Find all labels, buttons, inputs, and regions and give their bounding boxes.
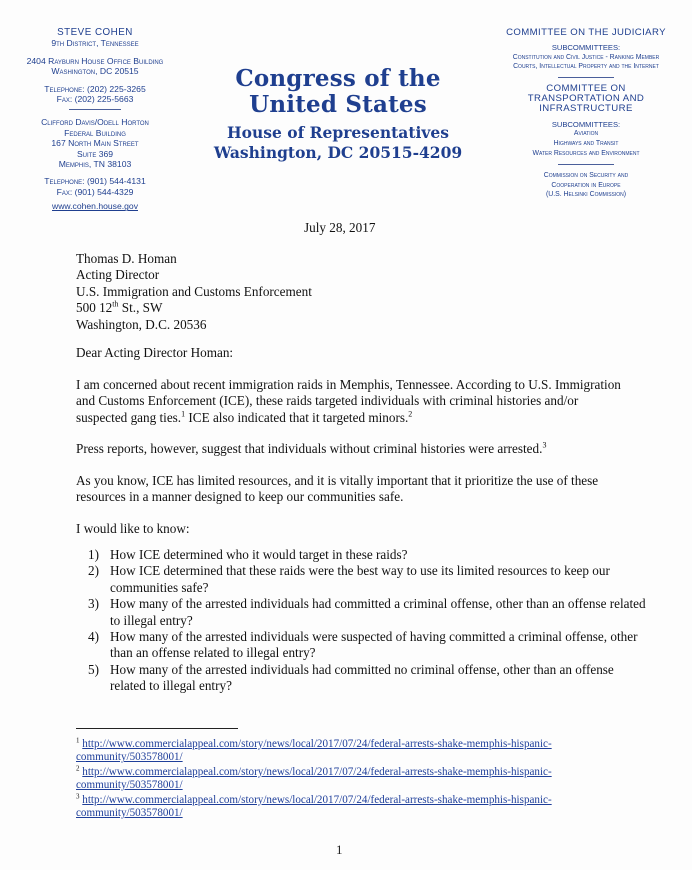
subcommittee-courts: Courts, Intellectual Property and the Internet xyxy=(513,63,659,71)
committee-transportation-3: INFRASTRUCTURE xyxy=(539,102,633,114)
paragraph-3: As you know, ICE has limited resources, and it is vitally important that it prioritize the use of these resources in a manner designed to keep our communities safe. xyxy=(76,473,599,505)
footnote-link[interactable]: http://www.commercialappeal.com/story/news/local/2017/07/24/federal-arrests-shake-memphis-hispanic- community/503578001/ xyxy=(76,765,552,792)
subcommittees-label-1: SUBCOMMITTEES: xyxy=(551,42,621,52)
member-name: STEVE COHEN xyxy=(57,27,133,38)
commission-line-2: Cooperation in Europe xyxy=(551,181,621,189)
commission-line-1: Commission on Security and xyxy=(543,171,629,179)
footnote-link[interactable]: http://www.commercialappeal.com/story/news/local/2017/07/24/federal-arrests-shake-memphis-hispanic- community/503578001/ xyxy=(76,738,552,764)
local-fax: Fax: (901) 544-4329 xyxy=(56,186,134,197)
local-phone: Telephone: (901) 544-4131 xyxy=(44,176,146,187)
local-address-line-1: Clifford Davis/Odell Horton xyxy=(41,117,149,128)
divider xyxy=(558,164,614,165)
subcommittees-label-2: SUBCOMMITTEES: xyxy=(551,119,621,129)
committee-block xyxy=(490,28,682,200)
subcommittee-highways: Highways and Transit xyxy=(553,140,619,148)
footnote-link[interactable]: http://www.commercialappeal.com/story/news/local/2017/07/24/federal-arrests-shake-memphis-hispanic- community/503578001/ xyxy=(76,793,552,820)
list-item: 5) How many of the arrested individuals had committed no criminal offense, other than an offense related to illegal entry? xyxy=(88,661,614,694)
member-contact-block xyxy=(14,28,176,212)
house-city: Washington, DC 20515-4209 xyxy=(213,143,463,162)
dc-phone: Telephone: (202) 225-3265 xyxy=(44,83,146,94)
footnote-divider xyxy=(76,728,238,729)
list-item: 2) How ICE determined that these raids were the best way to use its limited resources to keep our communities safe? xyxy=(88,563,610,595)
recipient-street: 500 12th St., SW xyxy=(76,299,163,316)
list-item: 3) How many of the arrested individuals had committed a criminal offense, other than an offense related to illegal entry? xyxy=(88,596,646,628)
page-number: 1 xyxy=(336,842,343,857)
list-item: 1) How ICE determined who it would target in these raids? xyxy=(88,547,408,562)
footnote-2: $^2$ http://www.commercialappeal.com/story/news/local/2017/07/24/federal-arrests-shake-memphis-hispanic- community/503578001/ xyxy=(76,764,552,792)
footnotes xyxy=(76,738,636,821)
list-item: 4) How many of the arrested individuals were suspected of having committed a criminal offense, other than an offense related to illegal entry? xyxy=(88,629,638,661)
divider xyxy=(69,109,121,110)
house-title: House of Representatives xyxy=(227,123,449,142)
committee-judiciary: COMMITTEE ON THE JUDICIARY xyxy=(506,27,666,38)
paragraph-2: Press reports, however, suggest that individuals without criminal histories were arrested.$^3$ xyxy=(76,440,547,456)
subcommittee-water: Water Resources and Environment xyxy=(532,149,640,157)
paragraph-1: I am concerned about recent immigration raids in Memphis, Tennessee. According to U.S. Immigration and Customs Enforcement (ICE), these raids targeted individuals with criminal histories and/or suspected gang ties.$^1$ ICE also indicated that it targeted minors.$^2$ xyxy=(76,377,621,425)
website-link[interactable]: www.cohen.house.gov xyxy=(52,201,138,212)
dc-address-line-1: 2404 Rayburn House Office Building xyxy=(26,55,164,66)
local-address-line-2: Federal Building xyxy=(64,127,126,138)
committee-transportation-2: TRANSPORTATION AND xyxy=(527,92,645,104)
recipient-name: Thomas D. Homan xyxy=(76,251,177,266)
footnote-1: $^1$ http://www.commercialappeal.com/story/news/local/2017/07/24/federal-arrests-shake-memphis-hispanic- community/503578001/ xyxy=(76,736,552,764)
salutation: Dear Acting Director Homan: xyxy=(76,345,234,360)
divider xyxy=(558,77,614,78)
paragraph-4: I would like to know: xyxy=(76,521,190,536)
subcommittee-aviation: Aviation xyxy=(573,130,599,138)
congress-seal-text xyxy=(188,66,488,163)
local-address-line-5: Memphis, TN 38103 xyxy=(58,159,132,170)
congress-title: Congress of the United States xyxy=(235,65,441,118)
local-address-line-3: 167 North Main Street xyxy=(51,138,139,149)
committee-transportation-1: COMMITTEE ON xyxy=(546,83,626,95)
subcommittee-constitution: Constitution and Civil Justice - Ranking Member xyxy=(512,53,660,61)
recipient-city: Washington, D.C. 20536 xyxy=(76,316,207,332)
dc-address-line-2: Washington, DC 20515 xyxy=(51,66,139,77)
question-list xyxy=(88,547,648,695)
letter-date: July 28, 2017 xyxy=(304,220,376,235)
local-address-line-4: Suite 369 xyxy=(76,148,114,159)
recipient-address xyxy=(76,251,636,333)
commission-line-3: (U.S. Helsinki Commission) xyxy=(545,191,627,199)
recipient-agency: U.S. Immigration and Customs Enforcement xyxy=(76,283,312,299)
dc-fax: Fax: (202) 225-5663 xyxy=(56,94,134,105)
footnote-3: $^3$ http://www.commercialappeal.com/story/news/local/2017/07/24/federal-arrests-shake-memphis-hispanic- community/503578001/ xyxy=(76,791,552,820)
recipient-title: Acting Director xyxy=(76,267,160,283)
member-district: 9th District, Tennessee xyxy=(51,38,139,49)
